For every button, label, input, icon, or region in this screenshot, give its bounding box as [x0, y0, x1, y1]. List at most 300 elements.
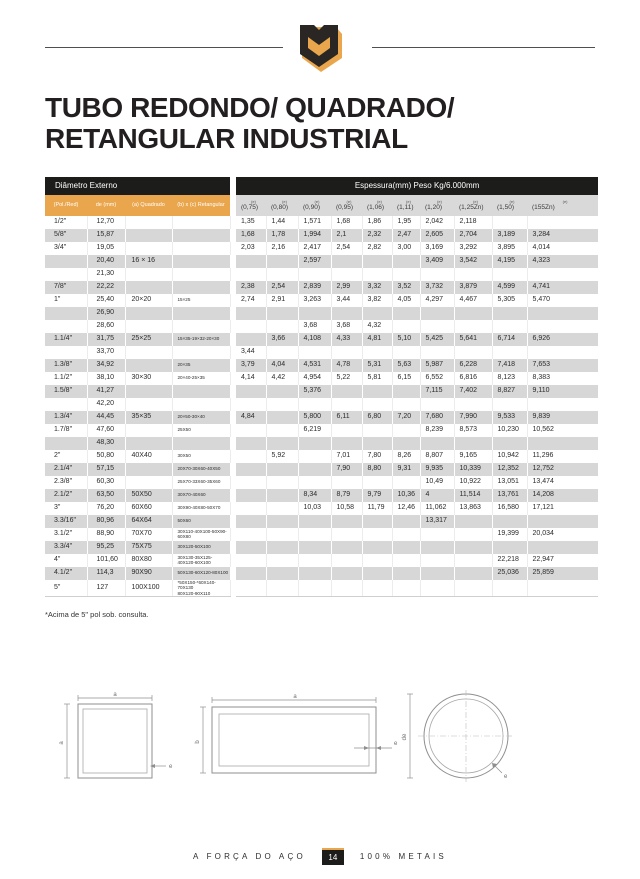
page-title-line2: RETANGULAR INDUSTRIAL: [45, 123, 408, 155]
cell-weight: [392, 476, 420, 489]
cell-weight: [331, 307, 362, 320]
cell-weight: 8,239: [420, 424, 454, 437]
cell-weight: 7,680: [420, 411, 454, 424]
cell-weight: 8,827: [492, 385, 527, 398]
cell-weight: [420, 437, 454, 450]
cell-pol-red: 5/8": [45, 229, 87, 242]
cell-weight: 5,92: [266, 450, 298, 463]
table-row: [45, 216, 598, 229]
cell-weight: [236, 450, 266, 463]
table-row: [45, 437, 598, 450]
cell-quadrado: 40X40: [125, 450, 172, 463]
thickness-value-label: (1,50): [497, 203, 514, 211]
brand-logo-icon: [298, 24, 342, 77]
cell-weight: [454, 346, 492, 359]
cell-weight: [392, 385, 420, 398]
table-row: [45, 554, 598, 567]
cell-weight: 3,189: [492, 229, 527, 242]
cell-weight: [362, 476, 392, 489]
cell-weight: [266, 463, 298, 476]
cell-weight: [392, 346, 420, 359]
cell-de-mm: 26,90: [87, 307, 125, 320]
espessura-header: Espessura(mm) Peso Kg/6.000mm: [236, 177, 598, 195]
cell-weight: 25,859: [527, 567, 598, 580]
cell-weight: 2,74: [236, 294, 266, 307]
cell-weight: 1,95: [392, 216, 420, 229]
cell-weight: 5,10: [392, 333, 420, 346]
cell-pol-red: 5": [45, 580, 87, 597]
cell-pol-red: 1.1/4": [45, 333, 87, 346]
cell-weight: 4,32: [362, 320, 392, 333]
cell-quadrado: 90X90: [125, 567, 172, 580]
cell-weight: 4,467: [454, 294, 492, 307]
thickness-value-label: (0,95): [336, 203, 353, 211]
cell-weight: [492, 541, 527, 554]
cell-weight: 2,839: [298, 281, 331, 294]
cell-weight: [298, 554, 331, 567]
cell-quadrado: 25×25: [125, 333, 172, 346]
thickness-prefix-label: (e): [282, 198, 287, 204]
table-row: [45, 333, 598, 346]
column-header-thickness-2: [298, 195, 331, 216]
cell-weight: [454, 320, 492, 333]
cell-weight: 4,323: [527, 255, 598, 268]
cell-weight: [236, 502, 266, 515]
cell-weight: 2,54: [266, 281, 298, 294]
cell-weight: 2,597: [298, 255, 331, 268]
cell-weight: [454, 307, 492, 320]
cell-weight: [392, 567, 420, 580]
cell-de-mm: 41,27: [87, 385, 125, 398]
cell-weight: [492, 268, 527, 281]
cell-weight: 5,425: [420, 333, 454, 346]
cell-weight: 4,531: [298, 359, 331, 372]
cross-section-diagrams: [0, 678, 640, 803]
cell-quadrado: 80X80: [125, 554, 172, 567]
cell-pol-red: 2.1/4": [45, 463, 87, 476]
cell-weight: 13,474: [527, 476, 598, 489]
cell-weight: 6,80: [362, 411, 392, 424]
cell-weight: [266, 385, 298, 398]
column-header-thickness-6: [420, 195, 454, 216]
cell-weight: 2,03: [236, 242, 266, 255]
cell-weight: 8,123: [492, 372, 527, 385]
column-header-left-3: (b) x (c) Retangular: [172, 195, 230, 216]
cell-weight: 2,47: [392, 229, 420, 242]
cell-quadrado: [125, 359, 172, 372]
cell-weight: [362, 268, 392, 281]
cell-weight: [331, 528, 362, 541]
cell-retangular: [172, 385, 230, 398]
cell-pol-red: 7/8": [45, 281, 87, 294]
cell-weight: [236, 398, 266, 411]
cell-de-mm: 88,90: [87, 528, 125, 541]
round-tube-diagram-icon: [398, 680, 528, 797]
cell-weight: 3,44: [331, 294, 362, 307]
cell-weight: [298, 580, 331, 597]
cell-quadrado: [125, 281, 172, 294]
cell-weight: [266, 502, 298, 515]
cell-pol-red: [45, 320, 87, 333]
cell-de-mm: 19,05: [87, 242, 125, 255]
cell-weight: [266, 528, 298, 541]
header-rule-left: [45, 47, 283, 48]
cell-weight: [331, 515, 362, 528]
thickness-value-label: (0,75): [241, 203, 258, 211]
cell-weight: [266, 476, 298, 489]
cell-weight: 7,20: [392, 411, 420, 424]
cell-weight: 9,935: [420, 463, 454, 476]
cell-weight: 2,32: [362, 229, 392, 242]
cell-de-mm: 47,60: [87, 424, 125, 437]
thickness-value-label: (1,06): [367, 203, 384, 211]
cell-weight: [527, 346, 598, 359]
cell-weight: 7,418: [492, 359, 527, 372]
cell-weight: 2,704: [454, 229, 492, 242]
cell-de-mm: 31,75: [87, 333, 125, 346]
cell-weight: [331, 541, 362, 554]
cell-retangular: 25X50: [172, 424, 230, 437]
cell-weight: 4,195: [492, 255, 527, 268]
cell-weight: [298, 515, 331, 528]
cell-weight: 25,036: [492, 567, 527, 580]
cell-weight: [527, 307, 598, 320]
cell-weight: 5,31: [362, 359, 392, 372]
cell-weight: [236, 385, 266, 398]
cell-weight: [454, 567, 492, 580]
cell-weight: [236, 333, 266, 346]
cell-pol-red: 1.7/8": [45, 424, 87, 437]
cell-de-mm: 95,25: [87, 541, 125, 554]
cell-de-mm: 48,30: [87, 437, 125, 450]
cell-weight: [236, 528, 266, 541]
cell-retangular: 50X130-60X120-80X100: [172, 567, 230, 580]
cell-weight: [454, 515, 492, 528]
cell-weight: [492, 346, 527, 359]
cell-weight: [454, 580, 492, 597]
cell-weight: 13,317: [420, 515, 454, 528]
table-row: [45, 411, 598, 424]
table-row: [45, 489, 598, 502]
cell-weight: 3,169: [420, 242, 454, 255]
cell-weight: [298, 307, 331, 320]
cell-pol-red: [45, 346, 87, 359]
column-header-thickness-3: [331, 195, 362, 216]
cell-weight: 10,339: [454, 463, 492, 476]
cell-quadrado: [125, 424, 172, 437]
table-row: [45, 528, 598, 541]
cell-weight: 13,761: [492, 489, 527, 502]
cell-weight: 9,31: [392, 463, 420, 476]
cell-pol-red: 4.1/2": [45, 567, 87, 580]
cell-retangular: 25X70-33X60-35X60: [172, 476, 230, 489]
cell-weight: 14,208: [527, 489, 598, 502]
cell-retangular: 30X90-40X80-50X70: [172, 502, 230, 515]
cell-weight: 5,800: [298, 411, 331, 424]
cell-weight: 9,165: [454, 450, 492, 463]
table-body: [45, 216, 598, 597]
cell-de-mm: 20,40: [87, 255, 125, 268]
cell-weight: [362, 398, 392, 411]
table-row: [45, 424, 598, 437]
cell-weight: [236, 554, 266, 567]
cell-weight: 20,034: [527, 528, 598, 541]
square-width-label: a: [113, 692, 117, 698]
cell-pol-red: 1.3/4": [45, 411, 87, 424]
cell-weight: [331, 346, 362, 359]
circle-diameter-label: de: [402, 733, 408, 741]
cell-weight: [298, 437, 331, 450]
cell-quadrado: 75X75: [125, 541, 172, 554]
cell-weight: 1,68: [236, 229, 266, 242]
cell-retangular: 50X60: [172, 515, 230, 528]
cell-weight: [266, 567, 298, 580]
cell-de-mm: 80,96: [87, 515, 125, 528]
cell-weight: 9,110: [527, 385, 598, 398]
cell-pol-red: 2": [45, 450, 87, 463]
cell-quadrado: [125, 385, 172, 398]
cell-pol-red: [45, 437, 87, 450]
cell-de-mm: 21,30: [87, 268, 125, 281]
footer-slogan: A FORÇA DO AÇO: [193, 852, 306, 861]
column-header-thickness-5: [392, 195, 420, 216]
cell-retangular: 30X120-50X100: [172, 541, 230, 554]
cell-weight: [492, 320, 527, 333]
cell-weight: 4,81: [362, 333, 392, 346]
cell-weight: 11,062: [420, 502, 454, 515]
cell-weight: 4,14: [236, 372, 266, 385]
cell-weight: 4,84: [236, 411, 266, 424]
cell-weight: [392, 268, 420, 281]
column-header-thickness-0: [236, 195, 266, 216]
table-row: [45, 307, 598, 320]
table-row: [45, 268, 598, 281]
cell-retangular: [172, 216, 230, 229]
rectangular-tube-diagram-icon: [196, 692, 402, 789]
cell-weight: 2,042: [420, 216, 454, 229]
cell-weight: 3,409: [420, 255, 454, 268]
table-row: [45, 385, 598, 398]
cell-de-mm: 42,20: [87, 398, 125, 411]
tube-spec-table: [45, 177, 599, 598]
cell-weight: 1,68: [331, 216, 362, 229]
cell-weight: 5,470: [527, 294, 598, 307]
cell-weight: 7,115: [420, 385, 454, 398]
cell-weight: 10,49: [420, 476, 454, 489]
cell-weight: [362, 346, 392, 359]
column-header-thickness-8: [492, 195, 527, 216]
cell-weight: 8,34: [298, 489, 331, 502]
cell-weight: [454, 398, 492, 411]
cell-weight: [266, 307, 298, 320]
cell-weight: [420, 567, 454, 580]
cell-retangular: 30X50: [172, 450, 230, 463]
cell-weight: [454, 554, 492, 567]
cell-weight: [392, 528, 420, 541]
cell-weight: [266, 320, 298, 333]
cell-weight: [392, 437, 420, 450]
cell-weight: 3,542: [454, 255, 492, 268]
cell-de-mm: 127: [87, 580, 125, 597]
cell-weight: [492, 437, 527, 450]
cell-weight: 1,571: [298, 216, 331, 229]
cell-quadrado: [125, 398, 172, 411]
cell-retangular: 30X110-40X100-50X90-60X80: [172, 528, 230, 541]
cell-weight: 8,79: [331, 489, 362, 502]
cell-weight: [392, 554, 420, 567]
cell-weight: [298, 567, 331, 580]
cell-weight: 3,66: [266, 333, 298, 346]
cell-weight: [298, 541, 331, 554]
cell-weight: 2,1: [331, 229, 362, 242]
thickness-value-label: (0,90): [303, 203, 320, 211]
cell-weight: 4: [420, 489, 454, 502]
cell-weight: 5,641: [454, 333, 492, 346]
cell-retangular: 30X70-40X60: [172, 489, 230, 502]
cell-weight: [331, 424, 362, 437]
cell-weight: [266, 554, 298, 567]
table-row: [45, 255, 598, 268]
cell-weight: [362, 528, 392, 541]
cell-weight: [454, 437, 492, 450]
cell-weight: [527, 398, 598, 411]
cell-weight: 2,16: [266, 242, 298, 255]
square-thickness-label: e: [169, 764, 173, 770]
cell-weight: 7,990: [454, 411, 492, 424]
cell-retangular: [172, 255, 230, 268]
table-row: [45, 346, 598, 359]
page-number-badge: 14: [322, 848, 344, 865]
cell-weight: [454, 268, 492, 281]
cell-retangular: [172, 281, 230, 294]
page-title: [45, 92, 640, 155]
cell-pol-red: 3.1/2": [45, 528, 87, 541]
cell-weight: 8,807: [420, 450, 454, 463]
cell-quadrado: 64X64: [125, 515, 172, 528]
cell-weight: [298, 450, 331, 463]
table-row: [45, 359, 598, 372]
page-footer: [0, 848, 640, 865]
cell-weight: [298, 346, 331, 359]
cell-weight: 1,994: [298, 229, 331, 242]
cell-weight: 3,732: [420, 281, 454, 294]
cell-weight: [527, 216, 598, 229]
cell-weight: [420, 307, 454, 320]
thickness-prefix-label: (e): [509, 198, 515, 204]
cell-quadrado: [125, 216, 172, 229]
cell-retangular: [172, 437, 230, 450]
cell-quadrado: 50X50: [125, 489, 172, 502]
cell-weight: 2,38: [236, 281, 266, 294]
rect-height-label: b: [195, 740, 201, 744]
cell-quadrado: [125, 476, 172, 489]
table-row: [45, 450, 598, 463]
cell-pol-red: 1/2": [45, 216, 87, 229]
table-row: [45, 502, 598, 515]
cell-weight: [362, 515, 392, 528]
cell-weight: [236, 541, 266, 554]
cell-weight: 3,32: [362, 281, 392, 294]
cell-weight: 3,284: [527, 229, 598, 242]
cell-weight: [331, 580, 362, 597]
cell-weight: 3,292: [454, 242, 492, 255]
column-header-left-2: (a) Quadrado: [125, 195, 172, 216]
cell-weight: [266, 411, 298, 424]
cell-weight: [298, 476, 331, 489]
cell-weight: 2,82: [362, 242, 392, 255]
table-row: [45, 320, 598, 333]
cell-weight: 8,26: [392, 450, 420, 463]
thickness-prefix-label: (e): [377, 198, 382, 204]
column-header-thickness-1: [266, 195, 298, 216]
cell-de-mm: 60,30: [87, 476, 125, 489]
table-row: [45, 515, 598, 528]
thickness-prefix-label: (e): [346, 198, 352, 204]
cell-weight: [392, 515, 420, 528]
cell-weight: 5,22: [331, 372, 362, 385]
cell-weight: 1,44: [266, 216, 298, 229]
cell-weight: [331, 567, 362, 580]
cell-quadrado: [125, 307, 172, 320]
cell-quadrado: 16 × 16: [125, 255, 172, 268]
cell-pol-red: 3": [45, 502, 87, 515]
cell-weight: [362, 580, 392, 597]
cell-weight: [527, 437, 598, 450]
cell-weight: [454, 528, 492, 541]
thickness-prefix-label: (e): [437, 198, 442, 204]
cell-weight: [236, 320, 266, 333]
thickness-prefix-label: (e): [562, 198, 568, 204]
cell-weight: 4,741: [527, 281, 598, 294]
cell-pol-red: [45, 255, 87, 268]
cell-quadrado: 100X100: [125, 580, 172, 597]
cell-weight: [392, 541, 420, 554]
cell-pol-red: 1.3/8": [45, 359, 87, 372]
cell-weight: [362, 541, 392, 554]
table-row: [45, 541, 598, 554]
cell-retangular: [172, 346, 230, 359]
cell-weight: 12,352: [492, 463, 527, 476]
cell-weight: [298, 463, 331, 476]
cell-weight: [236, 437, 266, 450]
cell-pol-red: [45, 307, 87, 320]
cell-weight: [236, 476, 266, 489]
cell-weight: 22,947: [527, 554, 598, 567]
column-header-left-1: de (mm): [87, 195, 125, 216]
cell-weight: 2,605: [420, 229, 454, 242]
cell-weight: [236, 255, 266, 268]
column-header-thickness-9: [527, 195, 598, 216]
cell-weight: 2,417: [298, 242, 331, 255]
cell-weight: 2,118: [454, 216, 492, 229]
cell-pol-red: 1.1/2": [45, 372, 87, 385]
thickness-prefix-label: (e): [251, 198, 256, 204]
page-title-line1: TUBO REDONDO/ QUADRADO/: [45, 92, 455, 123]
cell-weight: [236, 515, 266, 528]
cell-quadrado: [125, 320, 172, 333]
cell-weight: [527, 268, 598, 281]
footer-brand: 100% METAIS: [359, 852, 447, 861]
cell-weight: 4,108: [298, 333, 331, 346]
cell-de-mm: 33,70: [87, 346, 125, 359]
cell-weight: [266, 424, 298, 437]
table-row: [45, 242, 598, 255]
cell-weight: [236, 489, 266, 502]
thickness-prefix-label: (e): [406, 198, 411, 204]
cell-weight: [236, 424, 266, 437]
cell-weight: 6,552: [420, 372, 454, 385]
cell-weight: [298, 528, 331, 541]
